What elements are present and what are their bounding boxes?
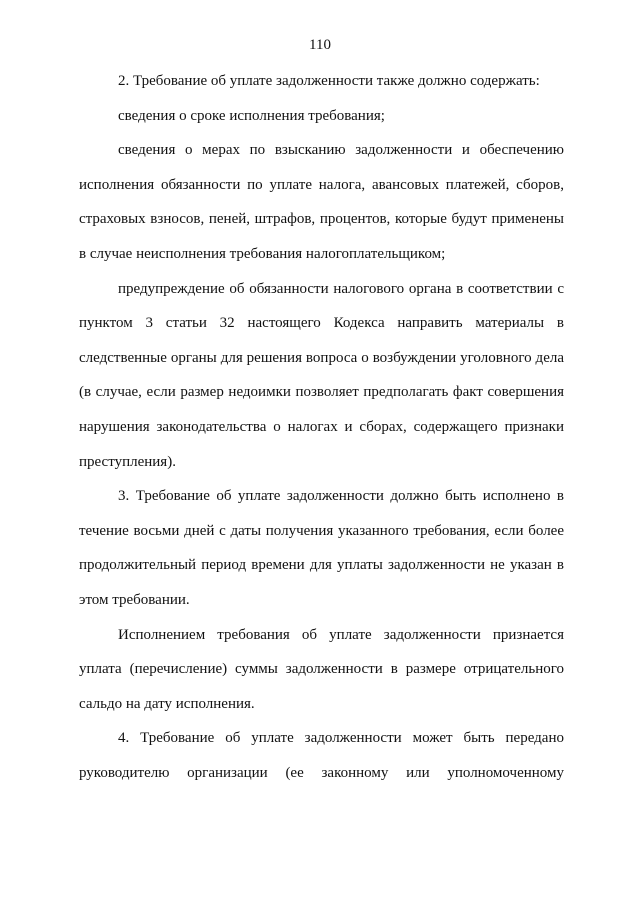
paragraph-delivery: 4. Требование об уплате задолженности может быть передано руководителю организации (ее законному или уполномоченному: [79, 730, 564, 781]
document-body: [79, 64, 564, 790]
paragraph-requirement-contents: 2. Требование об уплате задолженности также должно содержать:: [118, 73, 540, 89]
paragraph-enforcement-measures: сведения о мерах по взысканию задолженности и обеспечению исполнения обязанности по уплате налога, авансовых платежей, сборов, страховых взносов, пеней, штрафов, процентов, которые будут применены в случае неисполнения требования налогоплательщиком;: [79, 142, 564, 262]
paragraph-execution-definition: Исполнением требования об уплате задолженности признается уплата (перечисление) суммы задолженности в размере отрицательного сальдо на дату исполнения.: [79, 626, 564, 712]
page-number: 110: [309, 37, 331, 53]
paragraph-execution-period: 3. Требование об уплате задолженности должно быть исполнено в течение восьми дней с даты получения указанного требования, если более продолжительный период времени для уплаты задолженности не указан в этом требовании.: [79, 488, 564, 608]
paragraph-deadline-info: сведения о сроке исполнения требования;: [118, 107, 385, 124]
paragraph-warning: предупреждение об обязанности налогового органа в соответствии с пунктом 3 статьи 32 настоящего Кодекса направить материалы в следственные органы для решения вопроса о возбуждении уголовного дела (в случае, если размер недоимки позволяет предполагать факт совершения нарушения законодательства о налогах и сборах, содержащего признаки преступления).: [79, 280, 564, 470]
